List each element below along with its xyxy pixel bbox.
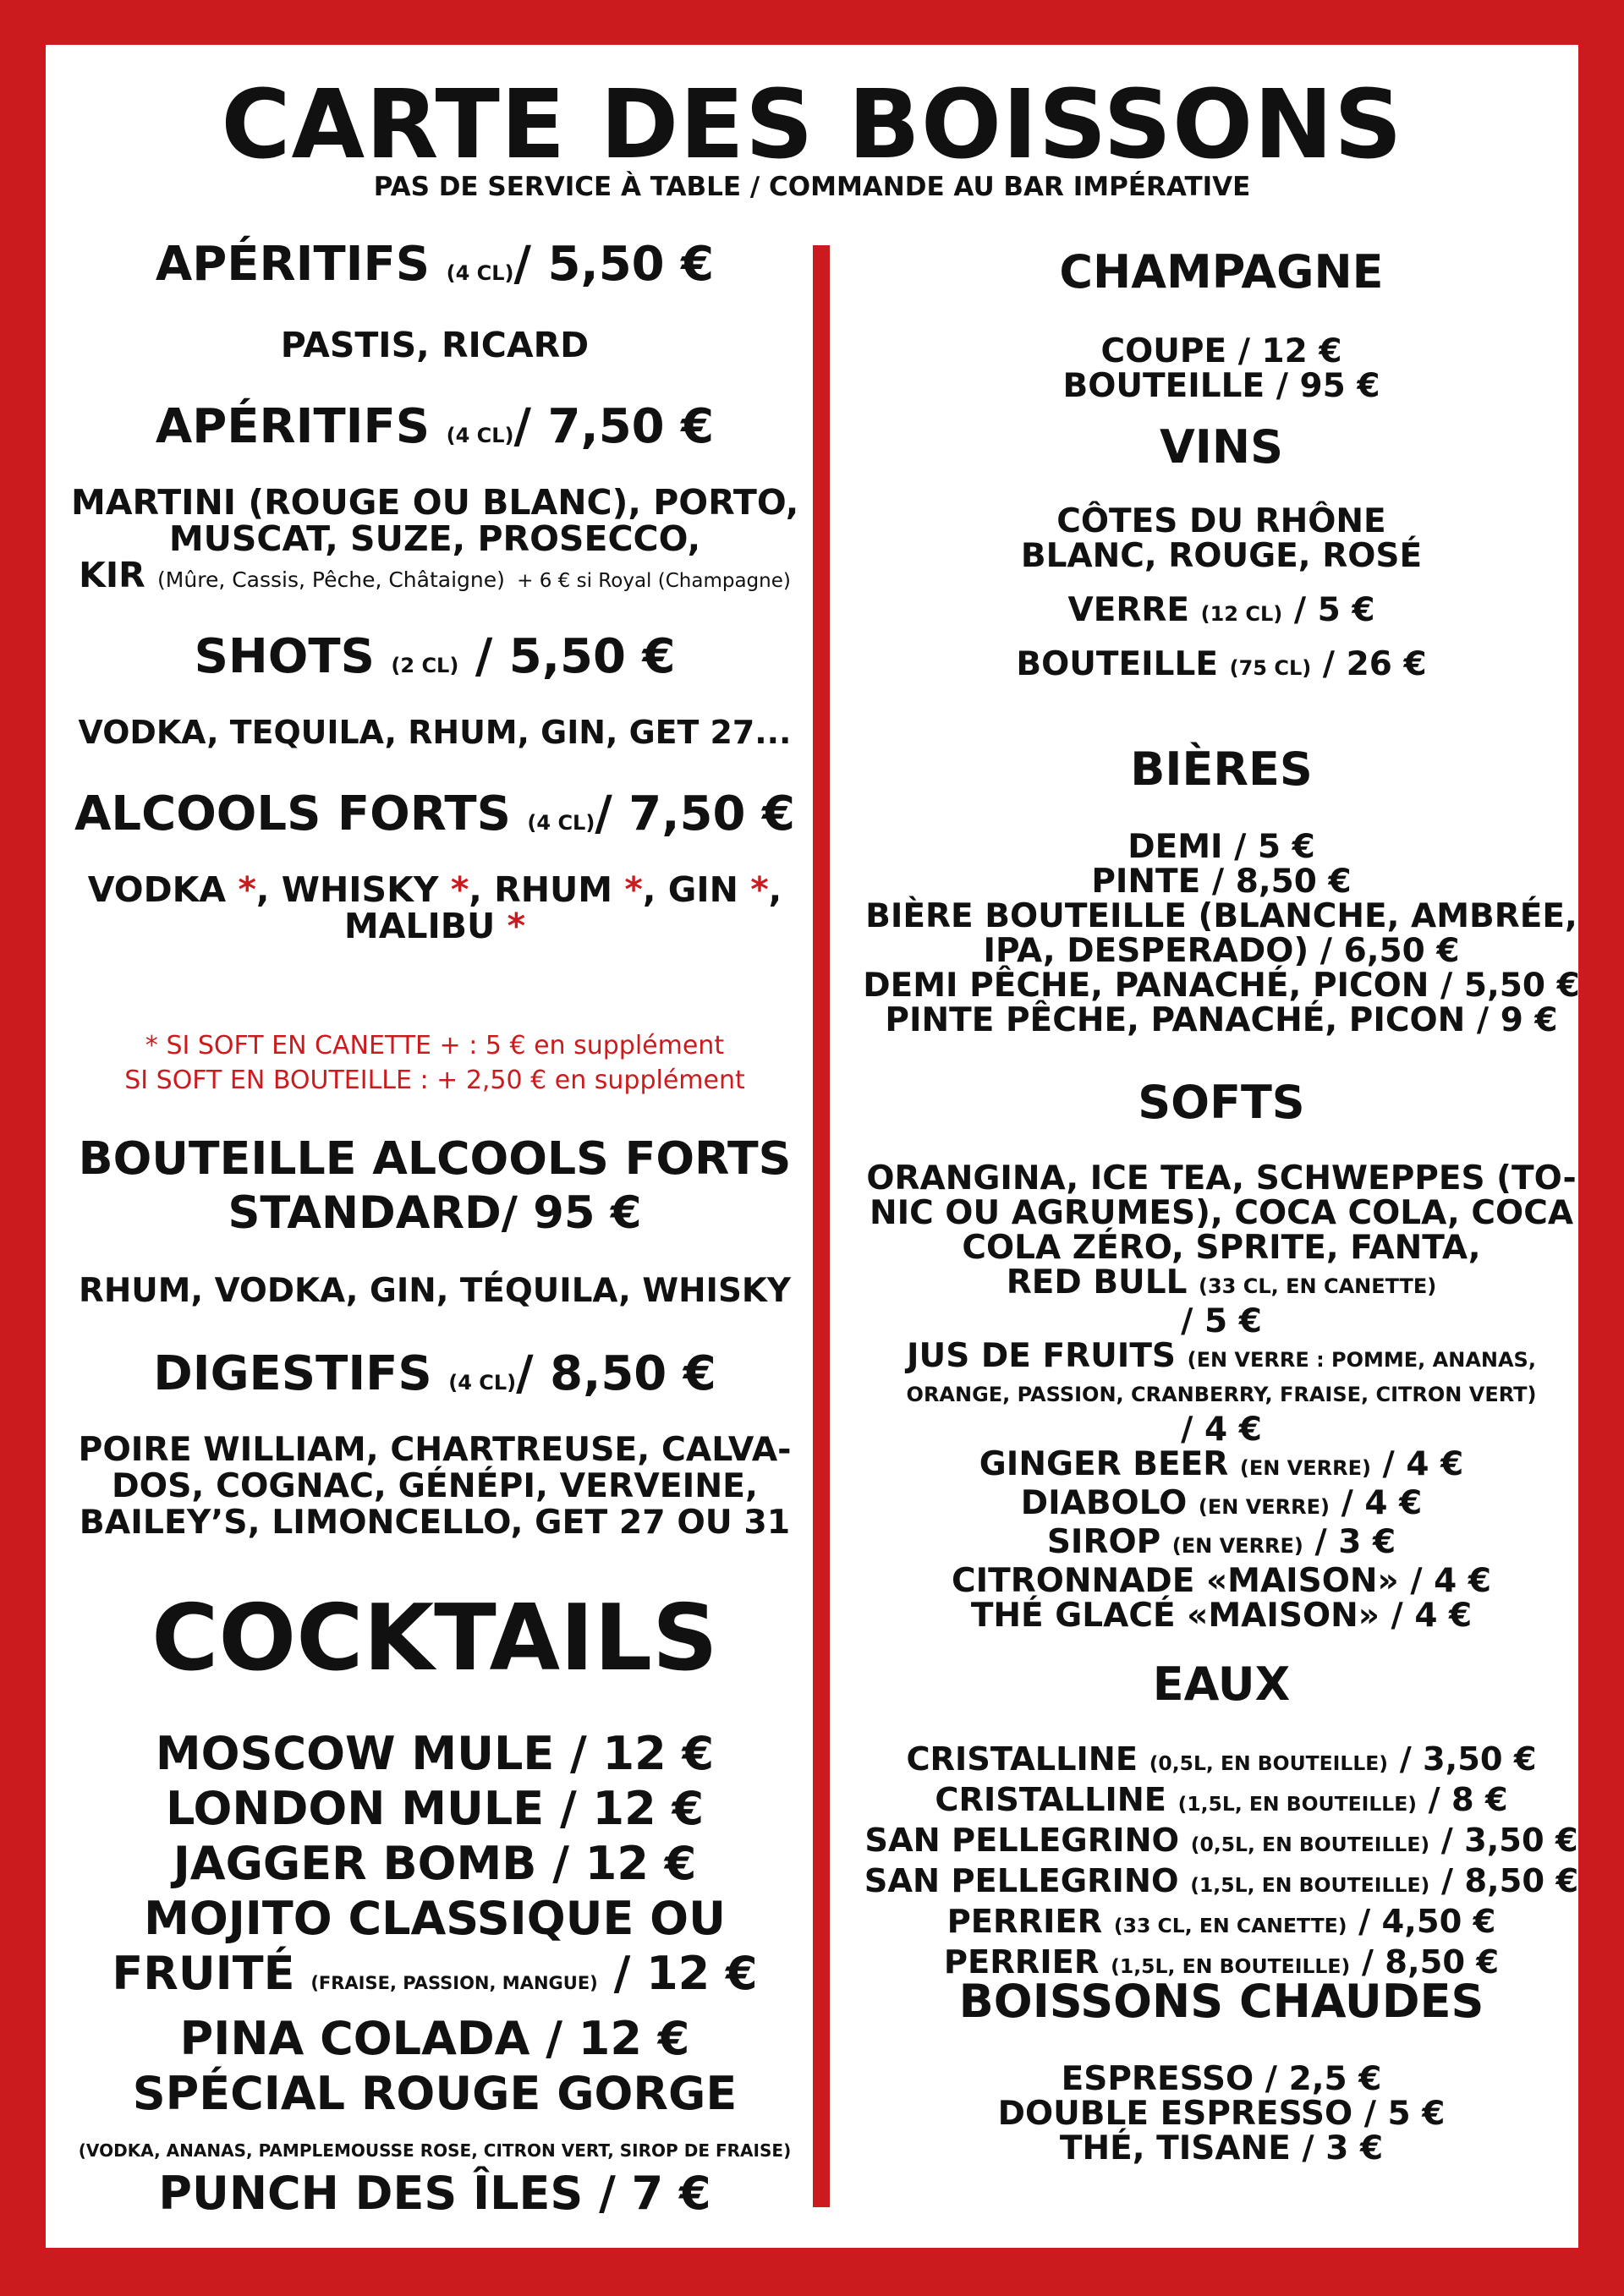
vins-heading: VINS xyxy=(1160,420,1283,474)
kir-line xyxy=(71,557,798,600)
item-line xyxy=(858,1904,1585,1944)
soft-supplement-note xyxy=(71,1028,798,1098)
item-qty: (1,5L, EN BOUTEILLE) xyxy=(1111,1954,1351,1978)
section-name: APÉRITIFS xyxy=(155,399,431,454)
item-line: MUSCAT, SUZE, PROSECCO, xyxy=(168,518,701,559)
item-line xyxy=(858,1447,1585,1486)
vins-verre xyxy=(858,593,1585,632)
item-line xyxy=(858,1265,1585,1304)
item-qty: (33 CL, EN CANETTE) xyxy=(1113,1914,1347,1937)
item-name: BOUTEILLE xyxy=(1016,645,1219,683)
item-line: NIC OU AGRUMES), COCA COLA, COCA xyxy=(869,1194,1574,1232)
bouteille-alcools-heading xyxy=(71,1132,798,1241)
item-name: GINGER BEER xyxy=(979,1445,1229,1483)
champagne-items xyxy=(858,334,1585,403)
item-name: SIROP xyxy=(1046,1523,1161,1561)
item-line xyxy=(858,1486,1585,1525)
section-name: ALCOOLS FORTS xyxy=(74,786,511,841)
champagne-heading: CHAMPAGNE xyxy=(1059,245,1384,299)
heading-line: STANDARD xyxy=(228,1187,502,1239)
item-line xyxy=(858,1782,1585,1822)
alcools-forts-items xyxy=(71,869,798,946)
softs-heading: SOFTS xyxy=(1138,1076,1305,1129)
item-price: / 3 € xyxy=(1314,1523,1396,1561)
item-line: BLANC, ROUGE, ROSÉ xyxy=(1020,537,1423,575)
cocktail-item: PINA COLADA / 12 € xyxy=(179,2012,690,2065)
item-line: ORANGINA, ICE TEA, SCHWEPPES (TO- xyxy=(866,1159,1577,1197)
asterisk: * xyxy=(624,869,643,910)
note-line: * SI SOFT EN CANETTE + : 5 € en supplément xyxy=(145,1031,725,1060)
cocktail-item: LONDON MULE / 12 € xyxy=(165,1782,705,1835)
menu-card xyxy=(46,45,1578,2248)
bieres-heading: BIÈRES xyxy=(1130,743,1313,796)
item-line xyxy=(858,1863,1585,1904)
bieres-items xyxy=(858,830,1585,1038)
item-line: POIRE WILLIAM, CHARTREUSE, CALVA- xyxy=(78,1430,792,1469)
cocktail-name: FRUITÉ xyxy=(112,1947,295,2000)
boissons-chaudes-heading: BOISSONS CHAUDES xyxy=(958,1975,1484,2028)
asterisk: * xyxy=(238,869,256,910)
asterisk: * xyxy=(450,869,469,910)
item-line xyxy=(858,1822,1585,1863)
section-name: SHOTS xyxy=(194,629,375,684)
shots-items: VODKA, TEQUILA, RHUM, GIN, GET 27... xyxy=(78,714,792,751)
cocktail-item xyxy=(71,1946,798,2011)
item-name: SAN PELLEGRINO xyxy=(864,1862,1179,1900)
asterisk: * xyxy=(750,869,769,910)
item-price: / 8 € xyxy=(1428,1781,1508,1819)
vins-bouteille xyxy=(858,647,1585,686)
item-qty: (0,5L, EN BOUTEILLE) xyxy=(1190,1833,1430,1856)
heading-line: BOUTEILLE ALCOOLS FORTS xyxy=(78,1132,792,1185)
section-name: DIGESTIFS xyxy=(153,1346,432,1401)
item-line: THÉ, TISANE / 3 € xyxy=(1059,2129,1384,2167)
item-qty: (EN VERRE) xyxy=(1239,1456,1371,1480)
digestifs-items xyxy=(71,1432,798,1541)
item-line: CÔTES DU RHÔNE xyxy=(1056,502,1386,540)
aperitifs-2-heading xyxy=(71,400,798,463)
item-line: COUPE / 12 € xyxy=(1100,332,1342,370)
section-qty: (4 CL) xyxy=(446,261,514,285)
item-line: DOS, COGNAC, GÉNÉPI, VERVEINE, xyxy=(111,1466,758,1505)
section-price: / 7,50 € xyxy=(595,786,795,841)
item-name: CRISTALLINE xyxy=(935,1781,1166,1819)
item-line xyxy=(858,1525,1585,1564)
column-divider xyxy=(813,245,830,2207)
item-line: CITRONNADE «MAISON» / 4 € xyxy=(952,1562,1491,1600)
item-line xyxy=(71,908,798,945)
item-line: VODKA *, WHISKY *, RHUM *, GIN *, xyxy=(87,869,782,910)
item: RHUM xyxy=(494,869,613,910)
item-price: / 5 € xyxy=(1181,1302,1262,1340)
section-qty: (4 CL) xyxy=(527,811,595,835)
item-qty: (33 CL, EN CANETTE) xyxy=(1199,1274,1437,1298)
item: WHISKY xyxy=(281,869,439,910)
item: MALIBU xyxy=(343,906,496,946)
item-price: / 8,50 € xyxy=(1361,1943,1500,1981)
cocktail-item: PUNCH DES ÎLES / 7 € xyxy=(158,2167,711,2220)
item-line: PINTE / 8,50 € xyxy=(1091,863,1352,901)
section-price: / 5,50 € xyxy=(513,237,715,292)
item: GIN xyxy=(667,869,738,910)
item-qty: (EN VERRE) xyxy=(1171,1534,1303,1558)
page-subtitle: PAS DE SERVICE À TABLE / COMMANDE AU BAR IMPÉRATIVE xyxy=(373,172,1251,202)
item-qty: (1,5L, EN BOUTEILLE) xyxy=(1190,1873,1430,1897)
eaux-heading: EAUX xyxy=(1152,1658,1291,1711)
digestifs-heading xyxy=(71,1347,798,1410)
item-line xyxy=(858,1339,1585,1378)
cocktails-list xyxy=(71,1726,798,2121)
aperitifs-2-items xyxy=(71,482,799,600)
section-qty: (2 CL) xyxy=(391,654,459,677)
softs-items xyxy=(858,1161,1585,1633)
item-price: / 4 € xyxy=(1181,1411,1262,1449)
eaux-items xyxy=(858,1741,1585,1985)
cocktail-item: MOSCOW MULE / 12 € xyxy=(155,1727,715,1780)
cocktail-item: SPÉCIAL ROUGE GORGE xyxy=(132,2067,738,2120)
item-qty: (1,5L, EN BOUTEILLE) xyxy=(1177,1792,1417,1816)
item-line: COLA ZÉRO, SPRITE, FANTA, xyxy=(962,1229,1481,1267)
alcools-forts-heading xyxy=(71,787,798,850)
item-name: VERRE xyxy=(1067,591,1190,629)
item-name: PERRIER xyxy=(943,1943,1100,1981)
item: VODKA xyxy=(87,869,227,910)
cocktail-detail: (FRAISE, PASSION, MANGUE) xyxy=(310,1973,598,1993)
note-line: SI SOFT EN BOUTEILLE : + 2,50 € en supplément xyxy=(124,1066,745,1095)
cocktail-item: MOJITO CLASSIQUE OU xyxy=(144,1892,726,1945)
item-line: DEMI / 5 € xyxy=(1127,828,1315,866)
page-title: CARTE DES BOISSONS xyxy=(221,70,1403,180)
item-qty: (0,5L, EN BOUTEILLE) xyxy=(1149,1751,1389,1775)
item-detail: ORANGE, PASSION, CRANBERRY, FRAISE, CITRON VERT) xyxy=(906,1383,1537,1406)
item-line: DEMI PÊCHE, PANACHÉ, PICON / 5,50 € xyxy=(863,967,1580,1005)
cocktail-detail: (VODKA, ANANAS, PAMPLEMOUSSE ROSE, CITRON VERT, SIROP DE FRAISE) xyxy=(78,2140,792,2161)
item-price: / 3,50 € xyxy=(1440,1822,1578,1860)
kir-label: KIR xyxy=(79,555,145,595)
item-qty: (EN VERRE) xyxy=(1198,1495,1330,1519)
item-detail: (EN VERRE : POMME, ANANAS, xyxy=(1187,1348,1536,1372)
item-line: BAILEY’S, LIMONCELLO, GET 27 OU 31 xyxy=(79,1503,791,1542)
cocktail-price: / 12 € xyxy=(613,1947,758,2000)
shots-heading xyxy=(71,630,798,693)
item-price: / 4 € xyxy=(1341,1484,1423,1522)
item-price: / 8,50 € xyxy=(1440,1862,1579,1900)
item-name: DIABOLO xyxy=(1020,1484,1188,1522)
item-qty: (75 CL) xyxy=(1229,656,1312,680)
item-qty: (12 CL) xyxy=(1200,602,1283,626)
item-line: MARTINI (ROUGE OU BLANC), PORTO, xyxy=(71,482,799,523)
item-name: CRISTALLINE xyxy=(906,1740,1138,1778)
bouteille-alcools-items: RHUM, VODKA, GIN, TÉQUILA, WHISKY xyxy=(79,1272,791,1310)
section-price: / 7,50 € xyxy=(513,399,715,454)
vins-items xyxy=(858,504,1585,573)
item-line: ESPRESSO / 2,5 € xyxy=(1061,2060,1382,2098)
item-price: / 4,50 € xyxy=(1358,1903,1496,1941)
item-price: / 26 € xyxy=(1322,645,1427,683)
section-price: / 5,50 € xyxy=(475,629,676,684)
section-price: / 8,50 € xyxy=(516,1346,716,1401)
item-line: DOUBLE ESPRESSO / 5 € xyxy=(997,2095,1446,2133)
section-name: APÉRITIFS xyxy=(155,237,431,292)
kir-flavors: (Mûre, Cassis, Pêche, Châtaigne) xyxy=(157,567,505,592)
item-name: RED BULL xyxy=(1006,1263,1188,1301)
item-price: / 4 € xyxy=(1382,1445,1464,1483)
item-line: BIÈRE BOUTEILLE (BLANCHE, AMBRÉE, xyxy=(865,897,1577,935)
asterisk: * xyxy=(507,906,526,946)
item-line: IPA, DESPERADO) / 6,50 € xyxy=(983,932,1460,970)
item-price: / 3,50 € xyxy=(1399,1740,1537,1778)
item-name: JUS DE FRUITS xyxy=(907,1337,1177,1375)
cocktail-item: JAGGER BOMB / 12 € xyxy=(173,1837,697,1890)
section-qty: (4 CL) xyxy=(448,1371,517,1395)
item-line: PINTE PÊCHE, PANACHÉ, PICON / 9 € xyxy=(885,1001,1558,1039)
aperitifs-1-heading xyxy=(71,238,798,300)
section-qty: (4 CL) xyxy=(446,424,514,447)
boissons-chaudes-items xyxy=(858,2062,1585,2166)
cocktails-title: COCKTAILS xyxy=(151,1586,718,1691)
aperitifs-1-items: PASTIS, RICARD xyxy=(280,325,590,365)
item-line: THÉ GLACÉ «MAISON» / 4 € xyxy=(970,1597,1473,1635)
item-name: PERRIER xyxy=(946,1903,1103,1941)
item-line xyxy=(858,1741,1585,1782)
section-price: / 95 € xyxy=(501,1187,642,1239)
item-line: BOUTEILLE / 95 € xyxy=(1062,367,1380,405)
kir-royal: + 6 € si Royal (Champagne) xyxy=(517,570,791,592)
item-name: SAN PELLEGRINO xyxy=(864,1822,1180,1860)
item-price: / 5 € xyxy=(1293,591,1375,629)
